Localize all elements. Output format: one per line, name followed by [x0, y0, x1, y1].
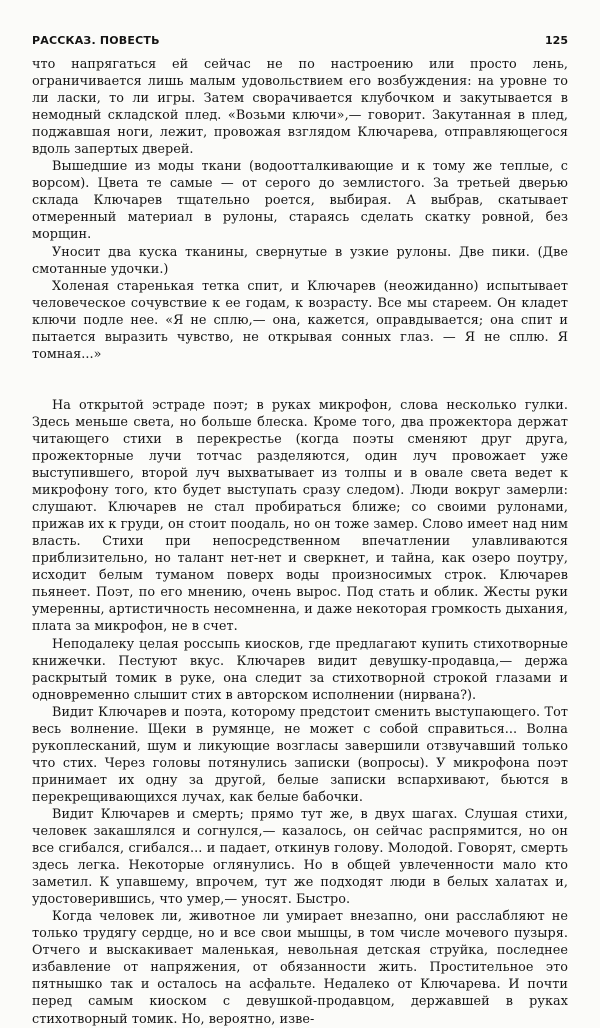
paragraph: что напрягаться ей сейчас не по настроению или просто лень, ограничивается лишь малым удовольствием его возбуждения: на уровне то ли ласки, то ли игры. Затем сворачивается клубочком и закутывается в немодный складской плед. «Возьми ключи»,— говорит. Закутанная в плед, поджавшая ноги, лежит, провожая взглядом Ключарева, отправляющегося вдоль запертых дверей.	[32, 57, 568, 158]
paragraph: Видит Ключарев и поэта, которому предстоит сменить выступающего. Тот весь волнение. Щеки в румянце, не может с собой справиться... Волна рукоплесканий, шум и ликующие возгласы завершили отзвучавший только что стих. Через головы потянулись записки (вопросы). У микрофона поэт принимает их одну за другой, белые записки вспархивают, бьются в перекрещивающихся лучах, как белые бабочки.	[32, 704, 568, 805]
paragraph: Когда человек ли, животное ли умирает внезапно, они расслабляют не только трудягу сердце, но и все свои мышцы, в том числе мочевого пузыря. Отчего и выскакивает маленькая, невольная детская струйка, последнее избавление от напряжения, от обязанности жить. Простительное это пятнышко так и осталось на асфальте. Недалеко от Ключарева. И почти перед самым киоском с девушкой-продавцом, державшей в руках стихотворный томик. Но, вероятно, изве-	[32, 909, 568, 1027]
section-break	[32, 363, 568, 397]
paragraph: Видит Ключарев и смерть; прямо тут же, в двух шагах. Слушая стихи, человек закашлялся и согнулся,— казалось, он сейчас распрямится, но он все сгибался, сгибался... и падает, откинув голову. Молодой. Говорят, смерть здесь легка. Некоторые оглянулись. Но в общей увлеченности мало кто заметил. К упавшему, впрочем, тут же подходят люди в белых халатах и, удостоверившись, что умер,— уносят. Быстро.	[32, 806, 568, 908]
paragraph: Неподалеку целая россыпь киосков, где предлагают купить стихотворные книжечки. Пестуют вкус. Ключарев видит девушку-продавца,— держа раскрытый томик в руке, она следит за стихотворной строкой глазами и одновременно слышит стих в авторском исполнении (нирвана?).	[32, 636, 568, 703]
paragraph: Вышедшие из моды ткани (водоотталкивающие и к тому же теплые, с ворсом). Цвета те самые — от серого до землистого. За третьей дверью склада Ключарев тщательно роется, выбирая. А выбрав, скатывает отмеренный материал в рулоны, стараясь сделать скатку ровной, без морщин.	[32, 159, 568, 243]
running-head: РАССКАЗ. ПОВЕСТЬ	[32, 34, 160, 47]
body-text	[32, 56, 568, 1028]
paragraph: Холеная старенькая тетка спит, и Ключарев (неожиданно) испытывает человеческое сочувствие к ее годам, к возрасту. Все мы стареем. Он кладет ключи подле нее. «Я не сплю,— она, кажется, оправдывается; она спит и пытается выразить чувство, не открывая сонных глаз. — Я не сплю. Я томная...»	[32, 278, 568, 362]
paragraph: На открытой эстраде поэт; в руках микрофон, слова несколько гулки. Здесь меньше света, но больше блеска. Кроме того, два прожектора держат читающего стихи в перекрестье (когда поэты сменяют друг друга, прожекторные лучи тотчас разделяются, один луч провожает уже выступившего, второй луч выхватывает из толпы и в овале света ведет к микрофону того, кто будет выступать сразу следом). Люди вокруг замерли: слушают. Ключарев не стал пробираться ближе; со своими рулонами, прижав их к груди, он стоит поодаль, но он тоже замер. Слово имеет над ним власть. Стихи при непосредственном впечатлении улавливаются приблизительно, но талант нет-нет и сверкнет, и тайна, как озеро поутру, исходит белым туманом поверх воды произносимых строк. Ключарев пьянеет. Поэт, по его мнению, очень вырос. Под стать и облик. Жесты руки умеренны, артистичность несомненна, и даже некоторая громкость дыхания, плата за микрофон, не в счет.	[32, 397, 568, 635]
page-number: 125	[545, 34, 568, 47]
page-header	[32, 34, 568, 52]
paragraph: Уносит два куска тканины, свернутые в узкие рулоны. Две пики. (Две смотанные удочки.)	[32, 244, 568, 277]
